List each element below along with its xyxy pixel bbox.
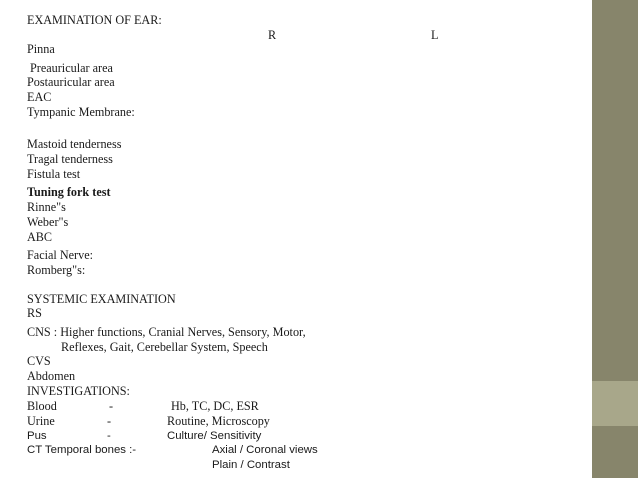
romberg-label: Romberg"s: (27, 263, 86, 277)
abc-label: ABC (27, 230, 53, 244)
fistula-test-label: Fistula test (27, 167, 81, 181)
blood-dash: - (109, 399, 114, 413)
column-left-label: L (431, 28, 439, 42)
cns-line-1: CNS : Higher functions, Cranial Nerves, Sensory, Motor, (27, 325, 306, 339)
urine-label: Urine (27, 414, 55, 428)
ear-exam-heading: EXAMINATION OF EAR: (27, 13, 162, 27)
urine-dash: - (107, 414, 112, 428)
eac-label: EAC (27, 90, 52, 104)
preauricular-label: Preauricular area (30, 61, 113, 75)
pus-value: Culture/ Sensitivity (167, 430, 262, 442)
tragal-tenderness-label: Tragal tenderness (27, 152, 113, 166)
ct-views-value: Axial / Coronal views (212, 444, 318, 456)
facial-nerve-label: Facial Nerve: (27, 248, 93, 262)
urine-value: Routine, Microscopy (167, 414, 270, 428)
pus-label: Pus (27, 430, 47, 442)
pus-dash: - (107, 430, 111, 442)
ct-temporal-label: CT Temporal bones :- (27, 444, 137, 456)
tympanic-membrane-label: Tympanic Membrane: (27, 105, 135, 119)
weber-label: Weber"s (27, 215, 69, 229)
tuning-fork-heading: Tuning fork test (27, 185, 111, 199)
systemic-exam-heading: SYSTEMIC EXAMINATION (27, 292, 176, 306)
rs-label: RS (27, 306, 42, 320)
postauricular-label: Postauricular area (27, 75, 115, 89)
blood-label: Blood (27, 399, 57, 413)
mastoid-tenderness-label: Mastoid tenderness (27, 137, 122, 151)
cvs-label: CVS (27, 354, 51, 368)
cns-line-2: Reflexes, Gait, Cerebellar System, Speech (61, 340, 268, 354)
pinna-label: Pinna (27, 42, 55, 56)
rinne-label: Rinne"s (27, 200, 66, 214)
side-accent-block (592, 381, 638, 426)
ct-contrast-value: Plain / Contrast (212, 459, 290, 471)
investigations-heading: INVESTIGATIONS: (27, 384, 130, 398)
column-right-label: R (268, 28, 277, 42)
abdomen-label: Abdomen (27, 369, 76, 383)
blood-value: Hb, TC, DC, ESR (171, 399, 259, 413)
